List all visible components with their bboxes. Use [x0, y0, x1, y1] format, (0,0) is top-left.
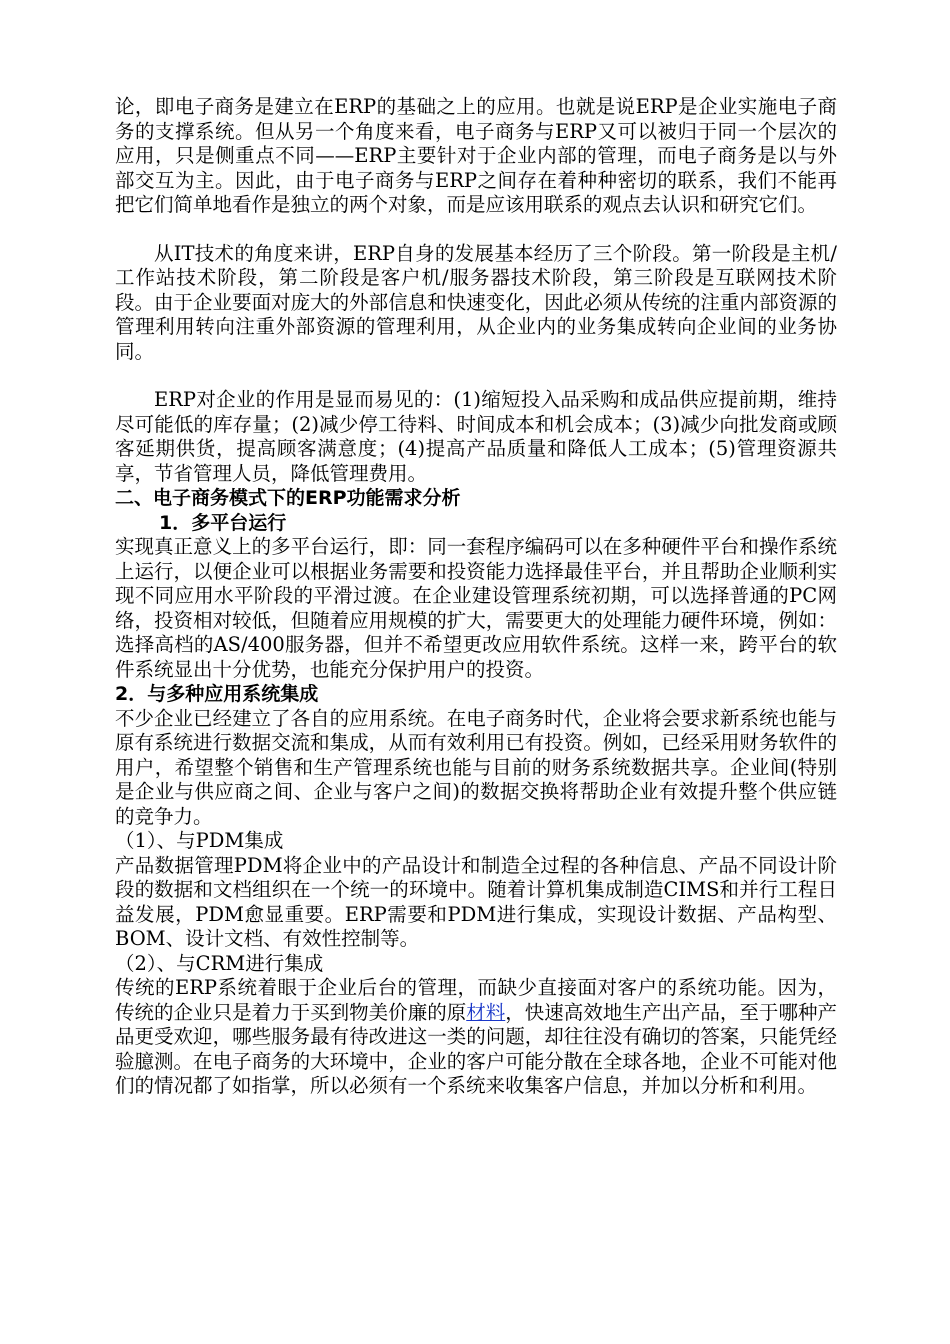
- paragraph-erp-benefits: ERP对企业的作用是显而易见的：(1)缩短投入品采购和成品供应提前期，维持尽可能低的库存量；(2)减少停工待料、时间成本和机会成本；(3)减少向批发商或顾客延期供货，提高顾客满意度；(4)提高产品质量和降低人工成本；(5)管理资源共享，节省管理人员，降低管理费用。: [115, 388, 837, 485]
- paragraph-erp-ecommerce-relation: 论，即电子商务是建立在ERP的基础之上的应用。也就是说ERP是企业实施电子商务的支撑系统。但从另一个角度来看，电子商务与ERP又可以被归于同一个层次的应用，只是侧重点不同——ERP主要针对于企业内部的管理，而电子商务是以与外部交互为主。因此，由于电子商务与ERP之间存在着种种密切的联系，我们不能再把它们简单地看作是独立的两个对象，而是应该用联系的观点去认识和研究它们。: [115, 95, 837, 216]
- subheading-system-integration: 2．与多种应用系统集成: [115, 683, 319, 705]
- paragraph-erp-development-stages: 从IT技术的角度来讲，ERP自身的发展基本经历了三个阶段。第一阶段是主机/工作站技术阶段，第二阶段是客户机/服务器技术阶段，第三阶段是互联网技术阶段。由于企业要面对庞大的外部信息和快速变化，因此必须从传统的注重内部资源的管理利用转向注重外部资源的管理利用，从企业内的业务集成转向企业间的业务协同。: [115, 241, 837, 363]
- paragraph-pdm: 产品数据管理PDM将企业中的产品设计和制造全过程的各种信息、产品不同设计阶段的数据和文档组织在一个统一的环境中。随着计算机集成制造CIMS和并行工程日益发展，PDM愈显重要。ERP需要和PDM进行集成，实现设计数据、产品构型、BOM、设计文档、有效性控制等。: [115, 853, 837, 950]
- crm-text-before: 传统的ERP系统着眼于企业后台的管理，而缺少直接面对客户的系统功能。因为，传统的企业只是着力于买到物美价廉的原: [115, 976, 837, 1024]
- item-heading-crm: （2）、与CRM进行集成: [115, 951, 324, 975]
- paragraph-multi-platform: 实现真正意义上的多平台运行，即：同一套程序编码可以在多种硬件平台和操作系统上运行，以便企业可以根据业务需要和投资能力选择最佳平台，并且帮助企业顺利实现不同应用水平阶段的平滑过渡。在企业建设管理系统初期，可以选择普通的PC网络，投资相对较低，但随着应用规模的扩大，需要更大的处理能力硬件环境，例如：选择高档的AS/400服务器，但并不希望更改应用软件系统。这样一来，跨平台的软件系统显出十分优势，也能充分保护用户的投资。: [115, 535, 837, 681]
- materials-link[interactable]: 材料: [466, 1000, 506, 1024]
- paragraph-system-integration: 不少企业已经建立了各自的应用系统。在电子商务时代，企业将会要求新系统也能与原有系统进行数据交流和集成，从而有效利用已有投资。例如，已经采用财务软件的用户，希望整个销售和生产管理系统也能与目前的财务系统数据共享。企业间(特别是企业与供应商之间、企业与客户之间)的数据交换将帮助企业有效提升整个供应链的竞争力。: [115, 706, 837, 828]
- item-heading-pdm: （1）、与PDM集成: [115, 829, 284, 852]
- crm-text-after: ，快速高效地生产出产品，至于哪种产品更受欢迎，哪些服务最有待改进这一类的问题，却往往没有确切的答案，只能凭经验臆测。在电子商务的大环境中，企业的客户可能分散在全球各地，企业不可能对他们的情况都了如指掌，所以必须有一个系统来收集客户信息，并加以分析和利用。: [115, 1000, 837, 1097]
- document-page: [115, 95, 837, 1099]
- paragraph-crm: [115, 976, 837, 1099]
- subheading-multi-platform: 1．多平台运行: [159, 511, 287, 534]
- section-heading: 二、电子商务模式下的ERP功能需求分析: [115, 487, 461, 509]
